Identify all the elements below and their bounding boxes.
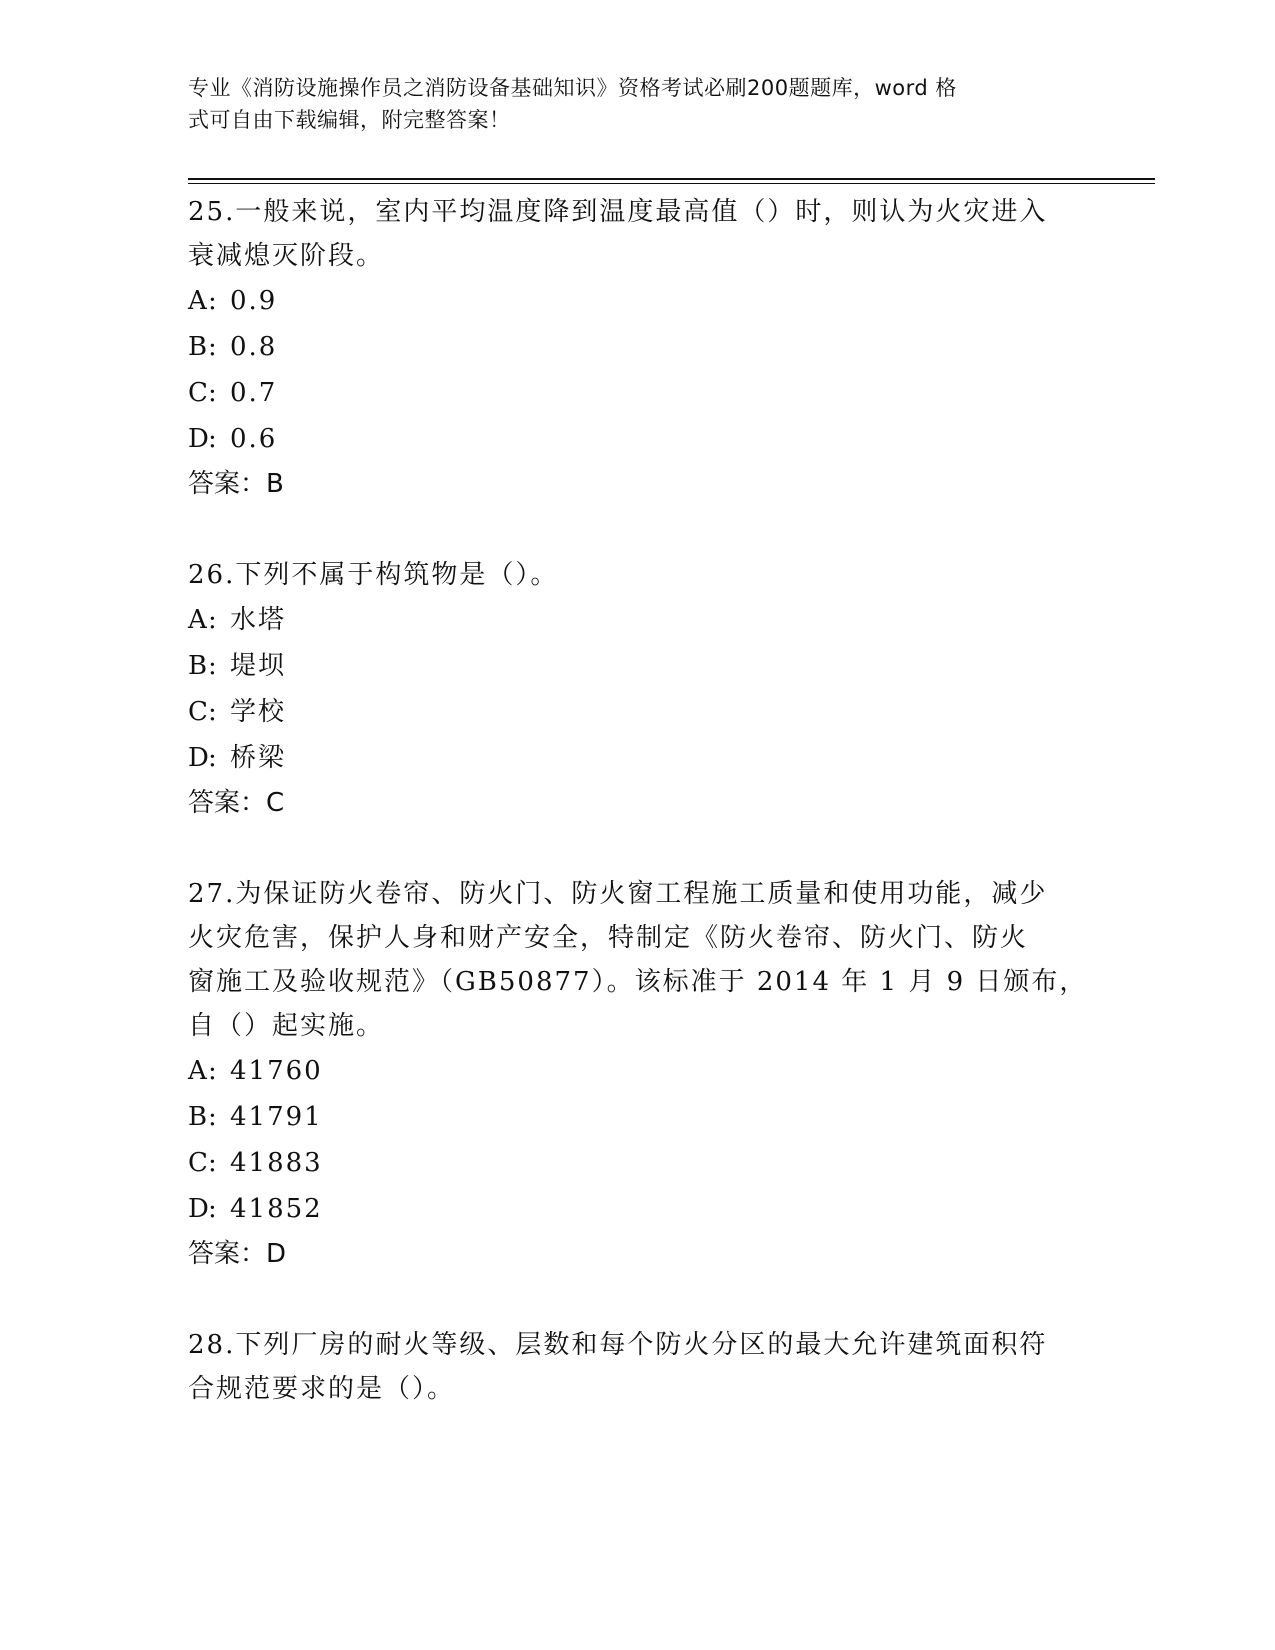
option-text: 学校 (230, 697, 287, 727)
option-letter: D (188, 743, 211, 773)
question-stem-line: 窗施工及验收规范》（GB50877）。该标准于 2014 年 1 月 9 日颁布， (188, 967, 1088, 997)
option-separator: : (208, 697, 219, 727)
answer-option (188, 370, 1088, 416)
option-letter: C (188, 378, 210, 408)
header-divider-thin (188, 183, 1155, 184)
option-letter: D (188, 1194, 211, 1224)
answer-option (188, 689, 1088, 735)
option-text: 桥梁 (230, 743, 287, 773)
option-letter: D (188, 424, 211, 454)
document-header (188, 72, 1068, 136)
answer-option (188, 1094, 1088, 1140)
option-letter: B (188, 1102, 210, 1132)
option-separator: : (208, 424, 219, 454)
option-letter: B (188, 332, 210, 362)
option-text: 0.6 (230, 424, 278, 454)
option-text: 41791 (230, 1102, 323, 1132)
option-text: 0.9 (230, 286, 278, 316)
answer-option (188, 324, 1088, 370)
option-separator: : (208, 286, 219, 316)
option-letter: B (188, 651, 210, 681)
answer-option (188, 278, 1088, 324)
option-separator: : (208, 605, 219, 635)
option-separator: : (208, 332, 219, 362)
answer-option (188, 1140, 1088, 1186)
answer-key: 答案：B (188, 469, 284, 499)
question-stem-line: 26.下列不属于构筑物是（）。 (188, 560, 559, 590)
question-block (188, 872, 1088, 1276)
option-text: 0.7 (230, 378, 278, 408)
question-stem-line: 28.下列厂房的耐火等级、层数和每个防火分区的最大允许建筑面积符 (188, 1330, 1048, 1360)
header-divider-thick (188, 178, 1155, 180)
option-separator: : (208, 651, 219, 681)
answer-option (188, 416, 1088, 462)
answer-option (188, 643, 1088, 689)
option-separator: : (208, 743, 219, 773)
question-stem-line: 27.为保证防火卷帘、防火门、防火窗工程施工质量和使用功能，减少 (188, 879, 1048, 909)
question-block (188, 553, 1088, 825)
option-text: 水塔 (230, 605, 287, 635)
option-letter: A (188, 1056, 209, 1086)
option-separator: : (208, 1148, 219, 1178)
question-stem-line: 衰减熄灭阶段。 (188, 241, 385, 271)
question-stem-line: 自（）起实施。 (188, 1011, 385, 1041)
option-separator: : (208, 378, 219, 408)
question-block (188, 190, 1088, 506)
question-list (188, 190, 1088, 1458)
option-separator: : (208, 1194, 219, 1224)
answer-key: 答案：D (188, 1239, 287, 1269)
header-line-1: 专业《消防设施操作员之消防设备基础知识》资格考试必刷200题题库，word 格 (188, 76, 957, 100)
answer-key: 答案：C (188, 788, 285, 818)
option-text: 41852 (230, 1194, 323, 1224)
answer-option (188, 597, 1088, 643)
option-letter: C (188, 697, 210, 727)
answer-option (188, 735, 1088, 781)
option-separator: : (208, 1056, 219, 1086)
question-block (188, 1323, 1088, 1411)
option-letter: A (188, 605, 209, 635)
option-text: 41760 (230, 1056, 323, 1086)
option-letter: A (188, 286, 209, 316)
option-text: 0.8 (230, 332, 278, 362)
question-stem-line: 火灾危害，保护人身和财产安全，特制定《防火卷帘、防火门、防火 (188, 923, 1029, 953)
question-stem-line: 合规范要求的是（）。 (188, 1374, 456, 1404)
answer-option (188, 1048, 1088, 1094)
question-stem-line: 25.一般来说，室内平均温度降到温度最高值（）时，则认为火灾进入 (188, 197, 1048, 227)
header-line-2: 式可自由下载编辑，附完整答案！ (188, 108, 511, 132)
option-separator: : (208, 1102, 219, 1132)
option-letter: C (188, 1148, 210, 1178)
answer-option (188, 1186, 1088, 1232)
option-text: 41883 (230, 1148, 323, 1178)
option-text: 堤坝 (230, 651, 287, 681)
